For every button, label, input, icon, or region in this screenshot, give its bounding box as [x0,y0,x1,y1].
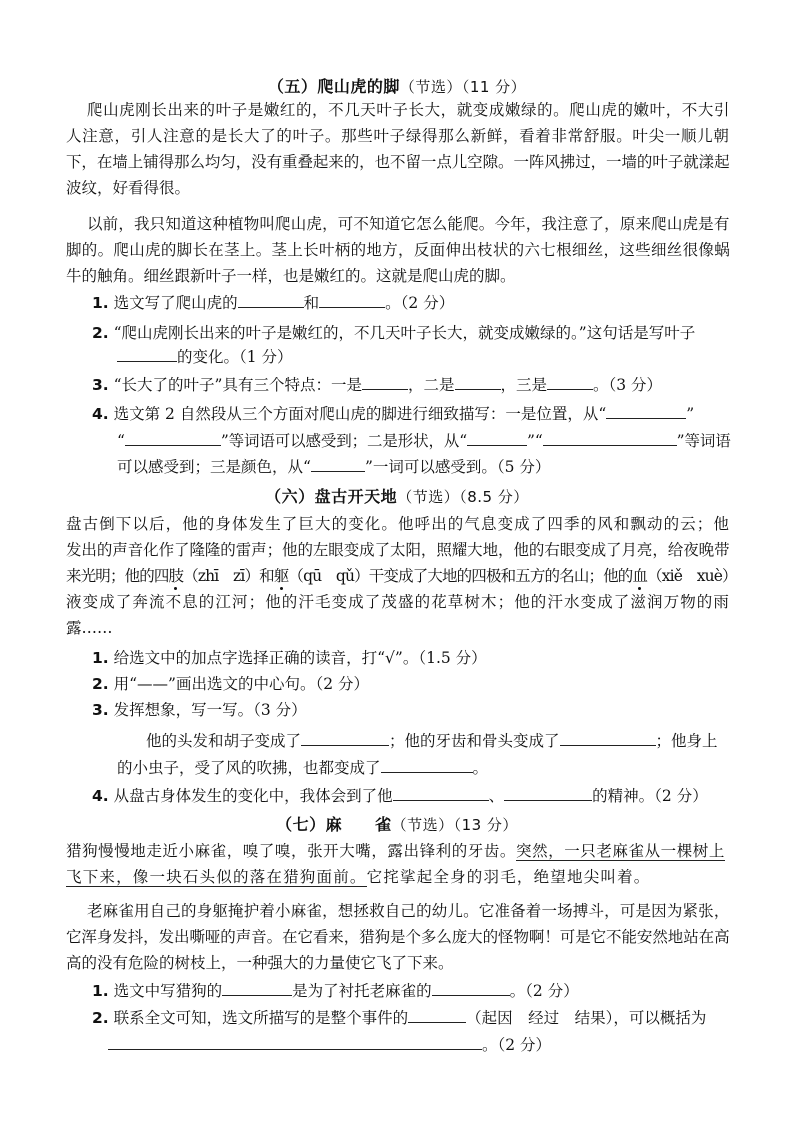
question-4-line3: 可以感受到；三是颜色，从“ ”一词可以感受到。（5 分） [117,458,551,476]
answer-blank[interactable] [117,347,177,362]
section6-title-note: （节选）（8.5 分） [397,488,529,506]
answer-blank[interactable] [238,293,304,308]
answer-blank[interactable] [381,758,473,773]
paragraph-line: 发出的声音化作了隆隆的雷声；他的左眼变成了太阳，照耀大地，他的右眼变成了月亮，给夜晚带 [66,541,730,559]
answer-blank[interactable] [408,1008,466,1023]
answer-blank[interactable] [125,431,221,446]
answer-blank[interactable] [606,404,686,419]
question-3: 3. 发挥想象，写一写。（3 分） [92,701,307,719]
question-2: 2. 用“——”画出选文的中心句。（2 分） [92,675,370,693]
paragraph-line: 高的没有危险的树枝上，一种强大的力量使它飞了下来。 [66,954,454,972]
underlined-text: 飞下来，像一块石头似的落在猎狗面前。 [66,868,367,886]
section5-title [0,74,794,97]
paragraph-line: 液变成了奔流不息的江河；他的汗毛变成了茂盛的花草树木；他的汗水变成了滋润万物的雨 [66,593,731,611]
answer-blank[interactable] [543,431,677,446]
section7-title [0,812,794,835]
paragraph-line: 人注意，引人注意的是长大了的叶子。那些叶子绿得那么新鲜，看着非常舒服。叶尖一顺儿朝 [66,127,730,145]
section6-title-text: （六）盘古开天地 [265,487,398,506]
answer-blank[interactable] [504,786,592,801]
question-1: 1. 选文写了爬山虎的 和 。（2 分） [92,294,455,312]
question-4: 4. 选文第 2 自然段从三个方面对爬山虎的脚进行细致描写：一是位置，从“ ” [92,405,695,423]
section5-title-text: （五）爬山虎的脚 [267,77,400,96]
answer-blank[interactable] [362,375,408,390]
answer-blank[interactable] [222,981,292,996]
dotted-char: 血 [632,567,648,585]
question-4-line2: “ ”等词语可以感受到；二是形状，从“ ”“ ”等词语 [117,432,731,450]
answer-blank[interactable] [301,731,389,746]
paragraph-line: 以前，我只知道这种植物叫爬山虎，可不知道它怎么能爬。今年，我注意了，原来爬山虎是有 [87,215,730,233]
answer-blank[interactable] [108,1035,482,1050]
paragraph-line: 牛的触角。细丝跟新叶子一样，也是嫩红的。这就是爬山虎的脚。 [66,267,516,285]
answer-blank[interactable] [560,731,656,746]
section7-title-text: （七）麻 雀 [276,815,392,834]
paragraph-line: 它浑身发抖，发出嘶哑的声音。在它看来，猎狗是个多么庞大的怪物啊！可是它不能安然地站在高 [66,928,730,946]
question-2: 2. “爬山虎刚长出来的叶子是嫩红的，不几天叶子长大，就变成嫩绿的。”这句话是写叶子 [92,324,696,342]
paragraph-line: 老麻雀用自己的身躯掩护着小麻雀，想拯救自己的幼儿。它准备着一场搏斗，可是因为紧张， [87,902,730,920]
question-3-fill-cont: 的小虫子，受了风的吹拂，也都变成了 。 [117,759,489,777]
section6-title [0,484,794,507]
answer-blank[interactable] [547,375,593,390]
question-2-cont: 。（2 分） [108,1034,551,1056]
paragraph-line: 猎狗慢慢地走近小麻雀，嗅了嗅，张开大嘴，露出锋利的牙齿。突然，一只老麻雀从一棵树上 [66,842,725,860]
question-4: 4. 从盘古身体发生的变化中，我体会到了他 、 的精神。（2 分） [92,787,708,805]
question-3-fill: 他的头发和胡子变成了 ；他的牙齿和骨头变成了 ；他身上 [146,732,718,750]
question-3: 3. “长大了的叶子”具有三个特点：一是 ，二是 ，三是 。（3 分） [92,376,663,394]
paragraph-line: 来光明；他的四肢（zhī zī）和躯（qū qǔ）干变成了大地的四极和五方的名山；他的血（xiě xuè） [66,567,737,585]
dotted-char: 躯 [273,567,289,585]
paragraph-line: 下，在墙上铺得那么均匀，没有重叠起来的，也不留一点儿空隙。一阵风拂过，一墙的叶子就漾起 [66,153,730,171]
paragraph-line: 波纹，好看得很。 [66,179,191,197]
answer-blank[interactable] [393,786,489,801]
paragraph-line: 脚的。爬山虎的脚长在茎上。茎上长叶柄的地方，反面伸出枝状的六七根细丝，这些细丝很像蜗 [66,241,731,259]
underlined-text: 突然，一只老麻雀从一棵树上 [516,842,725,860]
answer-blank[interactable] [455,375,501,390]
dotted-char: 肢 [168,567,184,585]
question-1: 1. 给选文中的加点字选择正确的读音，打“√”。（1.5 分） [92,649,487,667]
answer-blank[interactable] [311,457,365,472]
paragraph-line: 飞下来，像一块石头似的落在猎狗面前。它挓挲起全身的羽毛，绝望地尖叫着。 [66,868,651,886]
answer-blank[interactable] [319,293,385,308]
question-1: 1. 选文中写猎狗的 是为了衬托老麻雀的 。（2 分） [92,982,579,1000]
paragraph-line: 盘古倒下以后，他的身体发生了巨大的变化。他呼出的气息变成了四季的风和飘动的云；他 [66,515,731,533]
question-2: 2. 联系全文可知，选文所描写的是整个事件的 （起因 经过 结果），可以概括为 [92,1009,707,1027]
section5-title-note: （节选）（11 分） [399,78,527,96]
answer-blank[interactable] [467,431,527,446]
paragraph-line: 爬山虎刚长出来的叶子是嫩红的，不几天叶子长大，就变成嫩绿的。爬山虎的嫩叶，不大引 [87,101,731,119]
question-2-cont: 的变化。（1 分） [117,346,293,368]
section7-title-note: （节选）（13 分） [391,816,518,834]
answer-blank[interactable] [432,981,510,996]
paragraph-line: 露…… [66,619,113,637]
